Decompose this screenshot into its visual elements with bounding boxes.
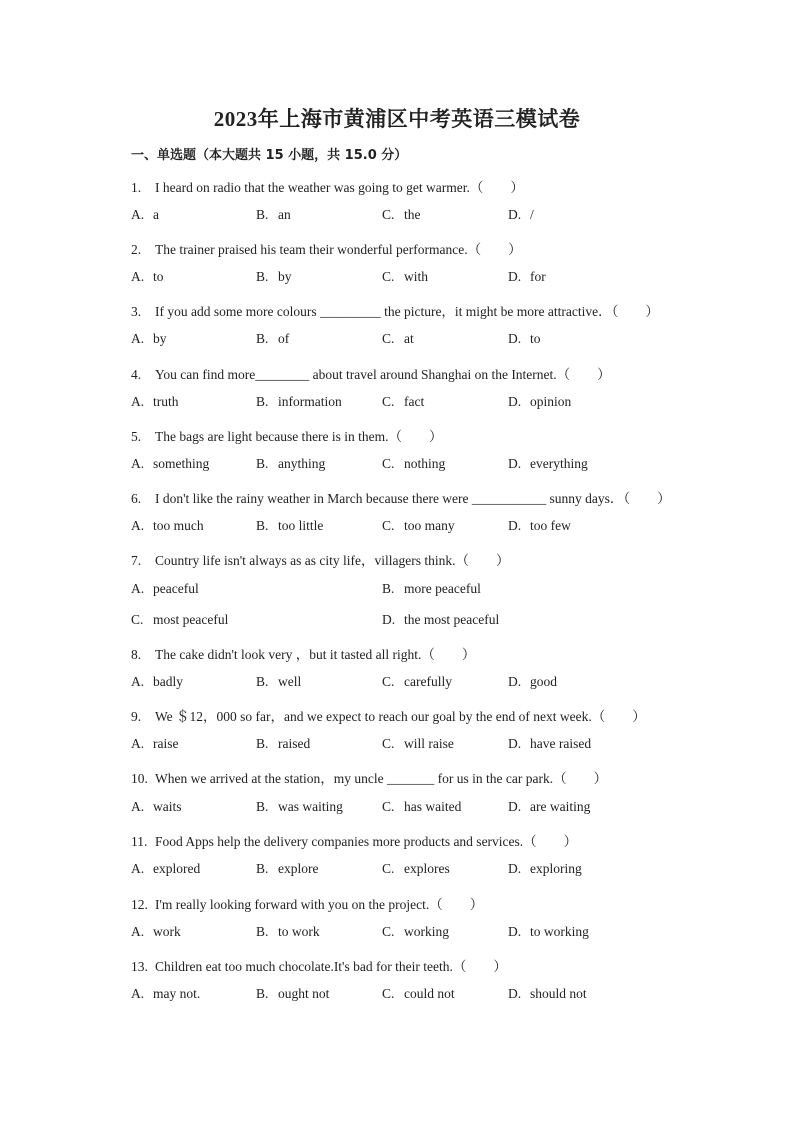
- question-stem: [131, 830, 577, 850]
- option-letter: C.: [382, 674, 395, 689]
- option-text: exploring: [530, 861, 582, 876]
- question-text: The bags are light because there is in them.（ ）: [155, 429, 443, 444]
- option-text: truth: [153, 394, 179, 409]
- answer-option[interactable]: [382, 269, 428, 285]
- option-text: carefully: [404, 674, 452, 689]
- answer-option[interactable]: [256, 331, 289, 347]
- option-letter: B.: [256, 736, 269, 751]
- answer-option[interactable]: [382, 612, 499, 628]
- question-number: 3.: [131, 304, 142, 319]
- option-letter: D.: [508, 331, 522, 346]
- option-letter: D.: [382, 612, 396, 627]
- question-stem: [131, 893, 483, 913]
- answer-option[interactable]: [508, 986, 587, 1002]
- option-text: too many: [404, 518, 455, 533]
- option-text: too much: [153, 518, 204, 533]
- option-letter: D.: [508, 269, 522, 284]
- option-letter: D.: [508, 207, 522, 222]
- option-text: opinion: [530, 394, 572, 409]
- option-letter: C.: [382, 456, 395, 471]
- answer-option[interactable]: [508, 207, 534, 223]
- option-letter: C.: [131, 612, 144, 627]
- option-text: for: [530, 269, 546, 284]
- answer-option[interactable]: [382, 456, 445, 472]
- question-text: The trainer praised his team their wonderful performance.（ ）: [155, 242, 522, 257]
- option-text: of: [278, 331, 290, 346]
- answer-option[interactable]: [382, 861, 450, 877]
- option-text: peaceful: [153, 581, 199, 596]
- option-letter: B.: [256, 394, 269, 409]
- option-letter: A.: [131, 207, 145, 222]
- option-letter: C.: [382, 207, 395, 222]
- question-number: 1.: [131, 180, 142, 195]
- option-text: by: [153, 331, 167, 346]
- answer-option[interactable]: [131, 986, 200, 1002]
- answer-option[interactable]: [131, 861, 200, 877]
- answer-option[interactable]: [131, 799, 182, 815]
- option-letter: C.: [382, 924, 395, 939]
- answer-option[interactable]: [131, 924, 181, 940]
- question-stem: [131, 643, 475, 663]
- option-letter: B.: [256, 799, 269, 814]
- option-letter: D.: [508, 924, 522, 939]
- question-number: 9.: [131, 709, 142, 724]
- option-letter: C.: [382, 861, 395, 876]
- answer-option[interactable]: [382, 799, 461, 815]
- option-letter: D.: [508, 456, 522, 471]
- answer-option[interactable]: [256, 207, 291, 223]
- answer-option[interactable]: [382, 581, 481, 597]
- option-text: could not: [404, 986, 455, 1001]
- answer-option[interactable]: [131, 207, 159, 223]
- option-letter: A.: [131, 986, 145, 1001]
- answer-option[interactable]: [256, 456, 325, 472]
- option-text: the: [404, 207, 421, 222]
- answer-option[interactable]: [508, 736, 591, 752]
- question-number: 4.: [131, 367, 142, 382]
- option-text: explored: [153, 861, 201, 876]
- answer-option[interactable]: [508, 861, 582, 877]
- question-number: 13.: [131, 959, 148, 974]
- option-text: to working: [530, 924, 589, 939]
- option-letter: A.: [131, 799, 145, 814]
- answer-option[interactable]: [131, 456, 209, 472]
- answer-option[interactable]: [508, 924, 589, 940]
- option-letter: C.: [382, 986, 395, 1001]
- answer-option[interactable]: [508, 799, 590, 815]
- option-letter: B.: [256, 861, 269, 876]
- question-stem: [131, 425, 443, 445]
- option-letter: C.: [382, 394, 395, 409]
- option-text: an: [278, 207, 291, 222]
- answer-option[interactable]: [256, 986, 329, 1002]
- question-text: Food Apps help the delivery companies more products and services.（ ）: [155, 834, 578, 849]
- option-letter: D.: [508, 986, 522, 1001]
- answer-option[interactable]: [131, 736, 178, 752]
- answer-option[interactable]: [382, 736, 454, 752]
- option-text: by: [278, 269, 292, 284]
- option-letter: D.: [508, 518, 522, 533]
- option-text: should not: [530, 986, 587, 1001]
- question-stem: [131, 549, 510, 569]
- answer-option[interactable]: [382, 518, 455, 534]
- answer-option[interactable]: [508, 674, 557, 690]
- option-text: waits: [153, 799, 182, 814]
- option-text: will raise: [404, 736, 454, 751]
- answer-option[interactable]: [508, 269, 546, 285]
- option-text: too little: [278, 518, 324, 533]
- option-letter: D.: [508, 861, 522, 876]
- answer-option[interactable]: [256, 736, 310, 752]
- option-text: explores: [404, 861, 450, 876]
- question-number: 10.: [131, 771, 148, 786]
- option-text: raise: [153, 736, 179, 751]
- answer-option[interactable]: [131, 518, 204, 534]
- option-text: ought not: [278, 986, 330, 1001]
- option-letter: A.: [131, 269, 145, 284]
- question-stem: [131, 705, 646, 725]
- option-text: raised: [278, 736, 311, 751]
- question-text: I'm really looking forward with you on the project.（ ）: [155, 897, 484, 912]
- question-number: 8.: [131, 647, 142, 662]
- question-stem: [131, 300, 659, 320]
- option-text: have raised: [530, 736, 592, 751]
- option-letter: C.: [382, 331, 395, 346]
- option-letter: A.: [131, 394, 145, 409]
- answer-option[interactable]: [131, 331, 167, 347]
- option-letter: A.: [131, 924, 145, 939]
- answer-option[interactable]: [256, 861, 318, 877]
- option-letter: C.: [382, 799, 395, 814]
- option-text: nothing: [404, 456, 446, 471]
- option-letter: A.: [131, 456, 145, 471]
- option-text: the most peaceful: [404, 612, 500, 627]
- question-text: When we arrived at the station，my uncle _______ for us in the car park.（ ）: [155, 771, 608, 786]
- option-text: a: [153, 207, 159, 222]
- option-text: fact: [404, 394, 425, 409]
- option-letter: A.: [131, 581, 145, 596]
- question-number: 2.: [131, 242, 142, 257]
- option-text: most peaceful: [153, 612, 229, 627]
- answer-option[interactable]: [256, 799, 343, 815]
- option-text: at: [404, 331, 414, 346]
- option-letter: B.: [256, 207, 269, 222]
- answer-option[interactable]: [508, 394, 571, 410]
- question-stem: [131, 238, 522, 258]
- option-text: work: [153, 924, 181, 939]
- option-text: to work: [278, 924, 320, 939]
- question-text: If you add some more colours _________ the picture，it might be more attractive．（ ）: [155, 304, 659, 319]
- option-letter: D.: [508, 394, 522, 409]
- question-number: 5.: [131, 429, 142, 444]
- option-text: /: [530, 207, 534, 222]
- answer-option[interactable]: [131, 269, 164, 285]
- option-letter: B.: [256, 331, 269, 346]
- answer-option[interactable]: [256, 674, 301, 690]
- option-text: was waiting: [278, 799, 343, 814]
- question-text: I don't like the rainy weather in March because there were ___________ sunny days．（ ）: [155, 491, 671, 506]
- answer-option[interactable]: [382, 674, 452, 690]
- option-letter: D.: [508, 736, 522, 751]
- answer-option[interactable]: [256, 924, 320, 940]
- option-letter: A.: [131, 861, 145, 876]
- question-stem: [131, 955, 507, 975]
- option-letter: A.: [131, 674, 145, 689]
- question-stem: [131, 767, 607, 787]
- option-text: are waiting: [530, 799, 591, 814]
- option-text: something: [153, 456, 210, 471]
- option-letter: B.: [256, 924, 269, 939]
- option-letter: C.: [382, 269, 395, 284]
- question-stem: [131, 176, 524, 196]
- option-text: good: [530, 674, 557, 689]
- option-text: information: [278, 394, 342, 409]
- option-text: anything: [278, 456, 326, 471]
- question-number: 12.: [131, 897, 148, 912]
- question-stem: [131, 363, 611, 383]
- answer-option[interactable]: [382, 986, 455, 1002]
- question-stem: [131, 487, 671, 507]
- answer-option[interactable]: [131, 612, 228, 628]
- option-text: with: [404, 269, 429, 284]
- option-text: has waited: [404, 799, 462, 814]
- option-letter: B.: [256, 456, 269, 471]
- answer-option[interactable]: [382, 924, 449, 940]
- option-letter: C.: [382, 518, 395, 533]
- option-letter: B.: [256, 674, 269, 689]
- option-text: to: [153, 269, 164, 284]
- question-number: 7.: [131, 553, 142, 568]
- option-letter: D.: [508, 674, 522, 689]
- option-text: working: [404, 924, 449, 939]
- answer-option[interactable]: [508, 456, 588, 472]
- option-text: too few: [530, 518, 571, 533]
- page-title: 2023年上海市黄浦区中考英语三模试卷: [213, 107, 581, 131]
- answer-option[interactable]: [131, 674, 183, 690]
- option-letter: A.: [131, 518, 145, 533]
- question-text: Children eat too much chocolate.It's bad for their teeth.（ ）: [155, 959, 507, 974]
- option-letter: A.: [131, 331, 145, 346]
- answer-option[interactable]: [131, 394, 179, 410]
- option-text: more peaceful: [404, 581, 481, 596]
- answer-option[interactable]: [508, 331, 541, 347]
- option-text: to: [530, 331, 541, 346]
- option-letter: B.: [256, 269, 269, 284]
- option-text: explore: [278, 861, 319, 876]
- answer-option[interactable]: [256, 518, 323, 534]
- question-text: I heard on radio that the weather was going to get warmer.（ ）: [155, 180, 524, 195]
- answer-option[interactable]: [131, 581, 199, 597]
- section-heading: 一、单选题（本大题共 15 小题，共 15.0 分）: [131, 148, 408, 163]
- answer-option[interactable]: [382, 331, 414, 347]
- question-text: The cake didn't look very ，but it tasted all right.（ ）: [155, 647, 476, 662]
- answer-option[interactable]: [382, 207, 421, 223]
- question-text: You can find more________ about travel around Shanghai on the Internet.（ ）: [155, 367, 611, 382]
- option-letter: B.: [256, 518, 269, 533]
- option-letter: C.: [382, 736, 395, 751]
- option-letter: A.: [131, 736, 145, 751]
- option-text: everything: [530, 456, 588, 471]
- option-text: badly: [153, 674, 183, 689]
- question-text: Country life isn't always as as city life，villagers think.（ ）: [155, 553, 510, 568]
- question-number: 11.: [131, 834, 148, 849]
- option-text: well: [278, 674, 302, 689]
- answer-option[interactable]: [508, 518, 571, 534]
- option-letter: B.: [382, 581, 395, 596]
- question-number: 6.: [131, 491, 142, 506]
- question-text: We ＄12，000 so far，and we expect to reach our goal by the end of next week.（ ）: [155, 709, 646, 724]
- option-letter: B.: [256, 986, 269, 1001]
- answer-option[interactable]: [256, 269, 292, 285]
- answer-option[interactable]: [382, 394, 424, 410]
- answer-option[interactable]: [256, 394, 342, 410]
- option-text: may not.: [153, 986, 201, 1001]
- option-letter: D.: [508, 799, 522, 814]
